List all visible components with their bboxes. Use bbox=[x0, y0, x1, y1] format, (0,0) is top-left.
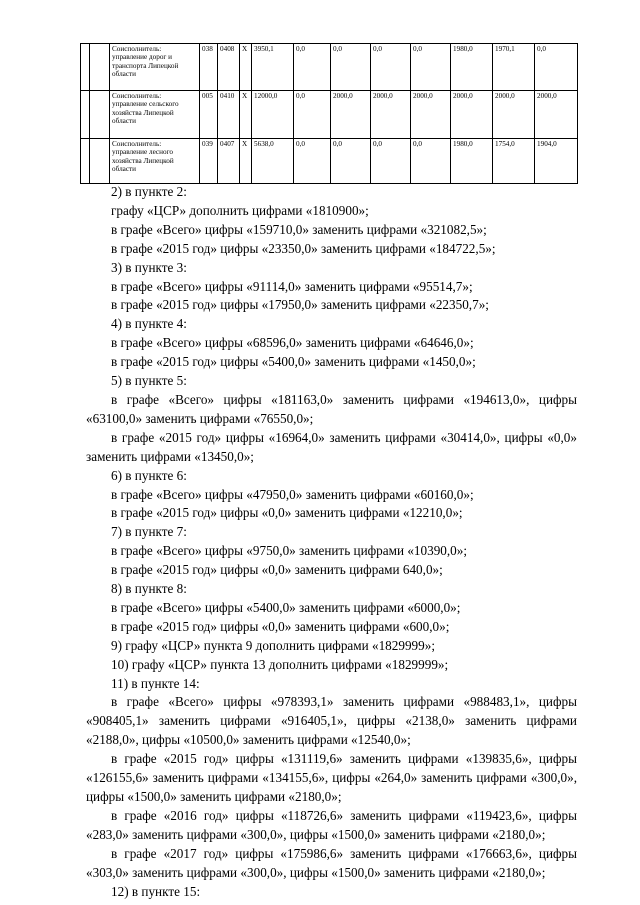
value-cell: 2000,0 bbox=[493, 91, 535, 139]
paragraph-item-11: 11) в пункте 14: bbox=[111, 675, 200, 691]
value-cell: 2000,0 bbox=[371, 91, 411, 139]
paragraph: в графе «Всего» цифры «159710,0» заменить цифрами «321082,5»; bbox=[111, 221, 487, 237]
mark-cell: X bbox=[240, 139, 252, 184]
code-cell: 0407 bbox=[218, 139, 240, 184]
table-cell bbox=[90, 139, 110, 184]
value-cell: 0,0 bbox=[371, 139, 411, 184]
paragraph: в графе «2015 год» цифры «16964,0» заменить цифрами «30414,0», цифры «0,0» заменить цифрами «13450,0»; bbox=[86, 429, 577, 464]
paragraph-item-5: 5) в пункте 5: bbox=[111, 373, 187, 389]
paragraph-item-4: 4) в пункте 4: bbox=[111, 316, 187, 332]
paragraph: в графе «2016 год» цифры «118726,6» заменить цифрами «119423,6», цифры «283,0» заменить цифрами «300,0», цифры «1500,0» заменить цифрами «2180,0»; bbox=[86, 807, 577, 842]
paragraph-item-10: 10) графу «ЦСР» пункта 13 дополнить цифрами «1829999»; bbox=[111, 656, 449, 672]
paragraph-item-9: 9) графу «ЦСР» пункта 9 дополнить цифрами «1829999»; bbox=[111, 637, 435, 653]
paragraph: в графе «Всего» цифры «181163,0» заменить цифрами «194613,0», цифры «63100,0» заменить цифрами «76550,0»; bbox=[86, 391, 577, 426]
table-row bbox=[81, 91, 578, 139]
table-cell bbox=[90, 91, 110, 139]
value-cell: 2000,0 bbox=[331, 91, 371, 139]
value-cell: 0,0 bbox=[535, 44, 578, 91]
row-name: Соисполнитель: управление лесного хозяйства Липецкой области bbox=[110, 139, 200, 184]
code-cell: 005 bbox=[200, 91, 218, 139]
paragraph: в графе «2015 год» цифры «0,0» заменить цифрами «600,0»; bbox=[111, 618, 450, 634]
value-cell: 0,0 bbox=[331, 44, 371, 91]
paragraph: в графе «Всего» цифры «9750,0» заменить цифрами «10390,0»; bbox=[111, 543, 468, 559]
paragraph: в графе «2015 год» цифры «5400,0» заменить цифрами «1450,0»; bbox=[111, 354, 476, 370]
paragraph-item-12: 12) в пункте 15: bbox=[111, 883, 201, 899]
paragraph: в графе «2015 год» цифры «17950,0» заменить цифрами «22350,7»; bbox=[111, 297, 489, 313]
paragraph: в графе «2015 год» цифры «131119,6» заменить цифрами «139835,6», цифры «126155,6» заменить цифрами «134155,6», цифры «264,0» заменить цифрами «300,0», цифры «1500,0» заменить цифрами «2180,0»; bbox=[86, 751, 577, 804]
row-name: Соисполнитель: управление дорог и транспорта Липецкой области bbox=[110, 44, 200, 91]
paragraph: графу «ЦСР» дополнить цифрами «1810900»; bbox=[111, 202, 369, 218]
paragraph: в графе «Всего» цифры «91114,0» заменить цифрами «95514,7»; bbox=[111, 278, 473, 294]
paragraph-item-8: 8) в пункте 8: bbox=[111, 581, 187, 597]
value-cell: 3950,1 bbox=[252, 44, 294, 91]
value-cell: 1754,0 bbox=[493, 139, 535, 184]
code-cell: 0410 bbox=[218, 91, 240, 139]
table-row bbox=[81, 44, 578, 91]
value-cell: 0,0 bbox=[294, 91, 331, 139]
document-body bbox=[86, 183, 577, 901]
value-cell: 0,0 bbox=[411, 139, 451, 184]
value-cell: 1904,0 bbox=[535, 139, 578, 184]
table-cell bbox=[81, 44, 90, 91]
code-cell: 0408 bbox=[218, 44, 240, 91]
paragraph: в графе «2017 год» цифры «175986,6» заменить цифрами «176663,6», цифры «303,0» заменить цифрами «300,0», цифры «1500,0» заменить цифрами «2180,0»; bbox=[86, 845, 577, 880]
value-cell: 0,0 bbox=[371, 44, 411, 91]
table-cell bbox=[81, 139, 90, 184]
row-name: Соисполнитель: управление сельского хозяйства Липецкой области bbox=[110, 91, 200, 139]
value-cell: 0,0 bbox=[411, 44, 451, 91]
code-cell: 039 bbox=[200, 139, 218, 184]
value-cell: 2000,0 bbox=[535, 91, 578, 139]
value-cell: 0,0 bbox=[294, 139, 331, 184]
value-cell: 1980,0 bbox=[451, 139, 493, 184]
mark-cell: X bbox=[240, 44, 252, 91]
value-cell: 0,0 bbox=[331, 139, 371, 184]
paragraph-item-7: 7) в пункте 7: bbox=[111, 524, 187, 540]
budget-table bbox=[80, 43, 578, 184]
paragraph: в графе «2015 год» цифры «0,0» заменить цифрами «12210,0»; bbox=[111, 505, 463, 521]
paragraph: в графе «2015 год» цифры «23350,0» заменить цифрами «184722,5»; bbox=[111, 240, 496, 256]
table-cell bbox=[90, 44, 110, 91]
table-cell bbox=[81, 91, 90, 139]
paragraph-item-3: 3) в пункте 3: bbox=[111, 259, 187, 275]
code-cell: 038 bbox=[200, 44, 218, 91]
mark-cell: X bbox=[240, 91, 252, 139]
value-cell: 2000,0 bbox=[411, 91, 451, 139]
value-cell: 2000,0 bbox=[451, 91, 493, 139]
paragraph: в графе «Всего» цифры «978393,1» заменить цифрами «988483,1», цифры «908405,1» заменить цифрами «916405,1», цифры «2138,0» заменить цифрами «2188,0», цифры «10500,0» заменить цифрами «12540,0»; bbox=[86, 694, 577, 748]
value-cell: 1980,0 bbox=[451, 44, 493, 91]
table-row bbox=[81, 139, 578, 184]
paragraph: в графе «Всего» цифры «47950,0» заменить цифрами «60160,0»; bbox=[111, 486, 474, 502]
paragraph: в графе «Всего» цифры «5400,0» заменить цифрами «6000,0»; bbox=[111, 599, 461, 615]
paragraph: в графе «2015 год» цифры «0,0» заменить цифрами 640,0»; bbox=[111, 562, 443, 578]
value-cell: 12000,0 bbox=[252, 91, 294, 139]
paragraph-item-2: 2) в пункте 2: bbox=[111, 184, 187, 199]
paragraph-item-6: 6) в пункте 6: bbox=[111, 467, 187, 483]
value-cell: 5638,0 bbox=[252, 139, 294, 184]
value-cell: 0,0 bbox=[294, 44, 331, 91]
paragraph: в графе «Всего» цифры «68596,0» заменить цифрами «64646,0»; bbox=[111, 335, 474, 351]
value-cell: 1970,1 bbox=[493, 44, 535, 91]
